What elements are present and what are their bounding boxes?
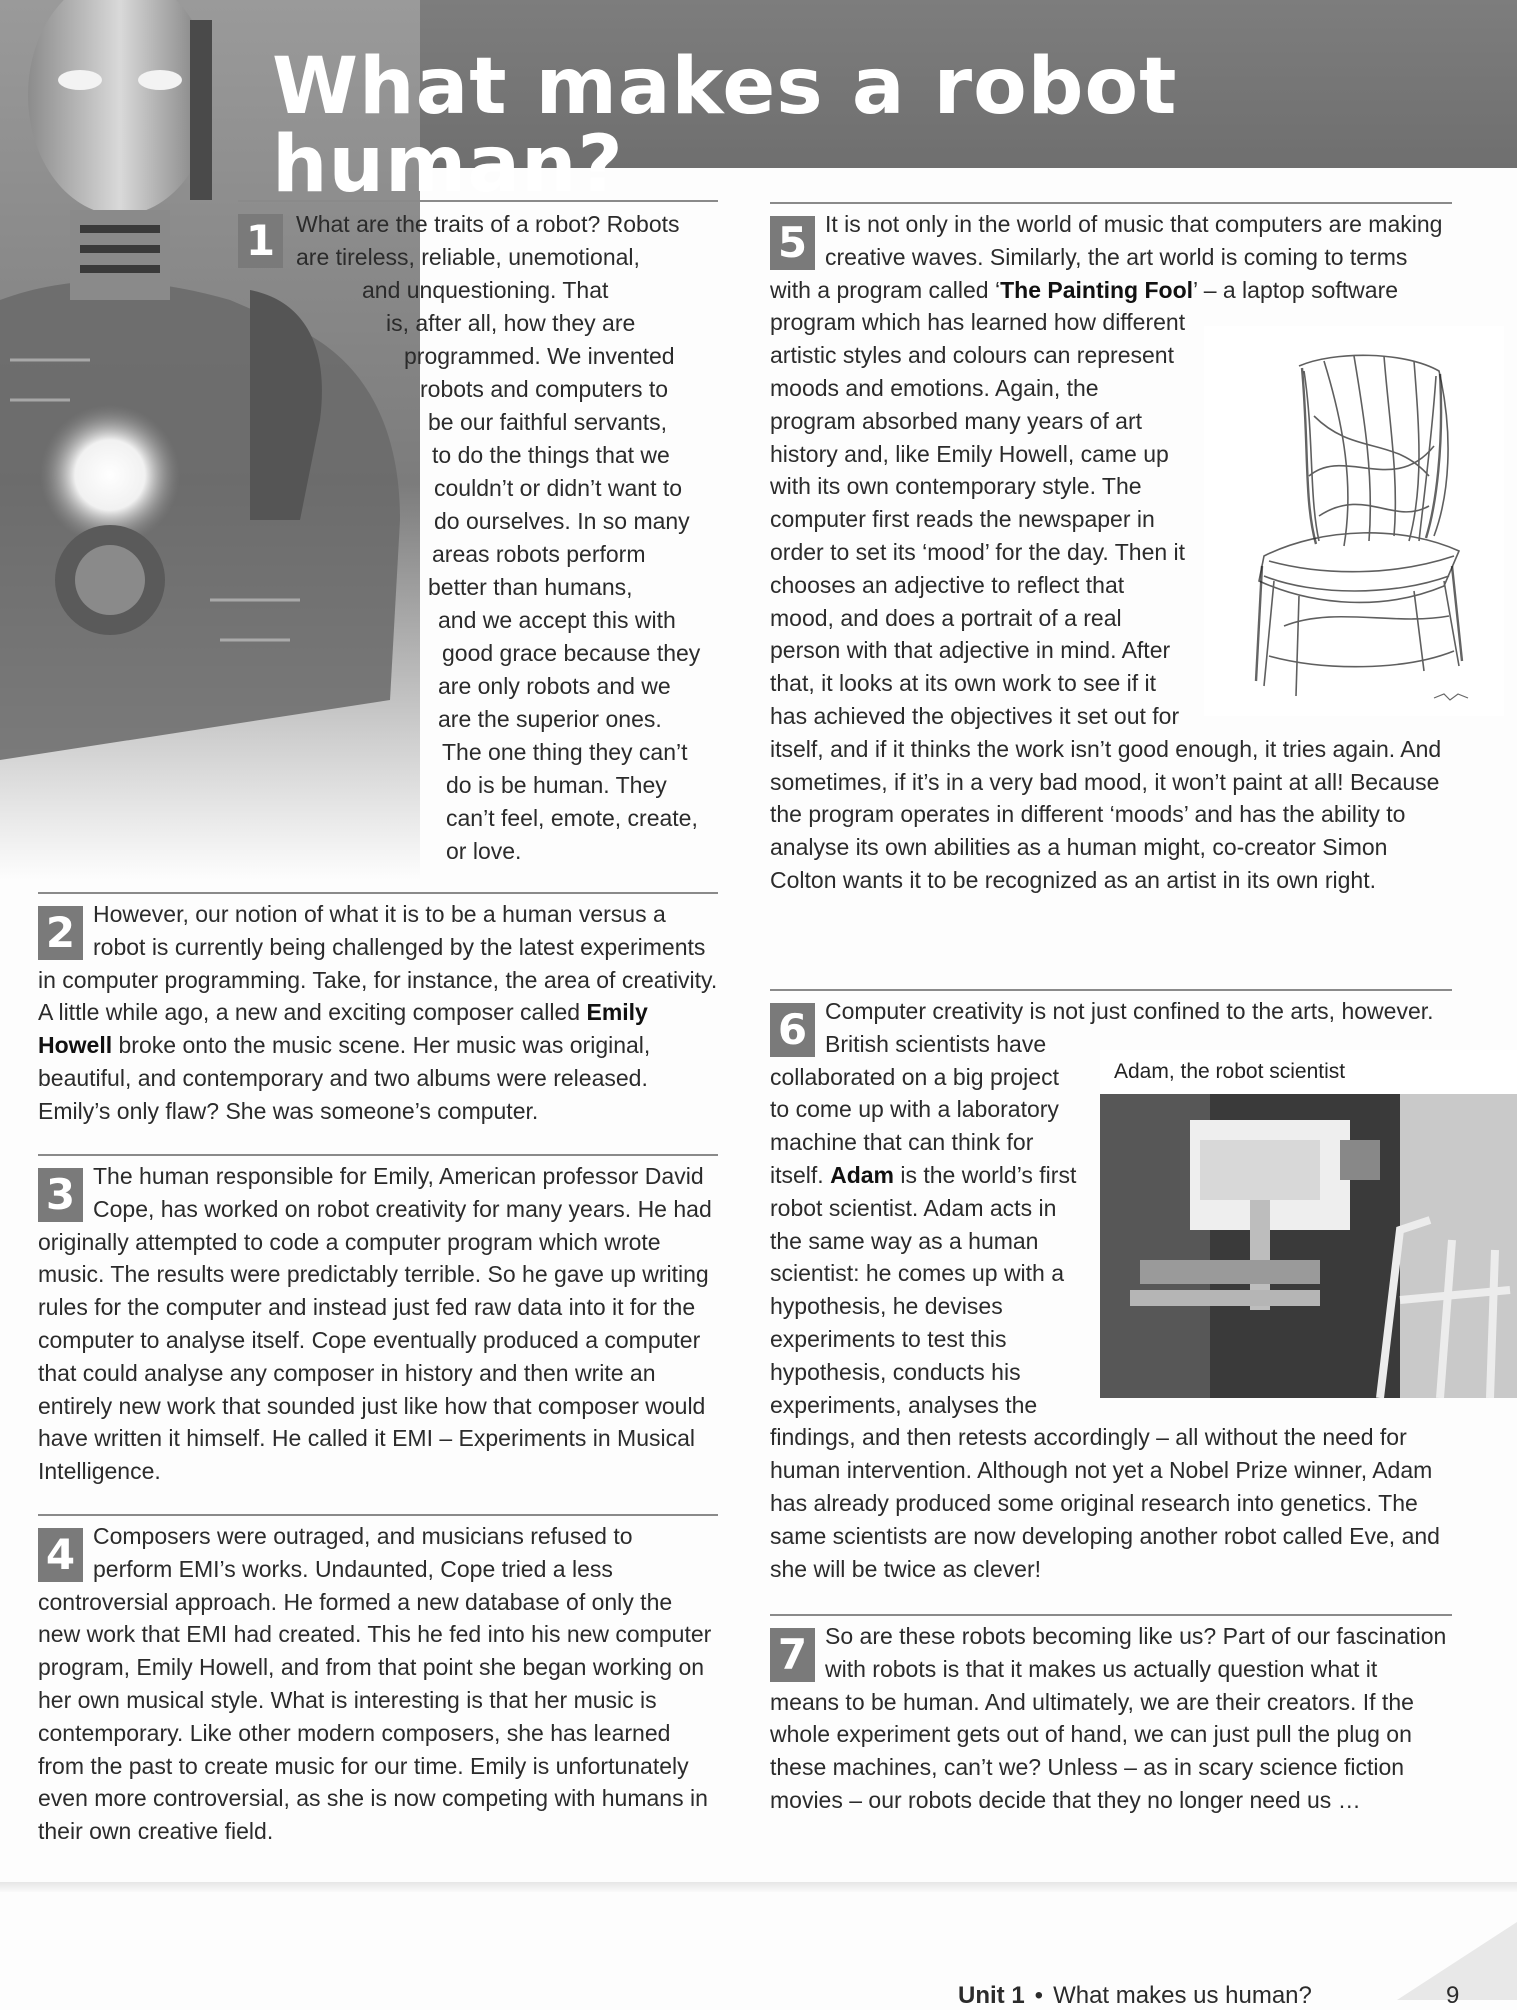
section-2 [38,898,718,1128]
section-1-line: couldn’t or didn’t want to [434,475,683,501]
footer-chapter: What makes us human? [1053,1982,1312,2009]
page-number: 9 [1446,1982,1460,2009]
footer-separator: • [1034,1982,1044,2009]
section-1-line: and unquestioning. That [362,277,609,303]
section-1-line: What are the traits of a robot? Robots [296,211,680,237]
section-6-number: 6 [770,1003,815,1057]
section-1-line: can’t feel, emote, create, [446,805,698,831]
adam-caption: Adam, the robot scientist [1100,1050,1517,1094]
section-4-number: 4 [38,1528,83,1582]
section-1-line: programmed. We invented [404,343,675,369]
section-5-bold: The Painting Fool [1000,276,1194,303]
section-1-line: to do the things that we [432,442,670,468]
section-3-text: The human responsible for Emily, American professor David Cope, has worked on robot creativity for many years. He had originally attempted to code a computer program which wrote music. The results were predictably terrible. So he gave up writing rules for the computer and instead just fed raw data into it for the computer to analyse itself. Cope eventually produced a computer that could analyse any composer in history and then write an entirely new work that sounded just like how that composer would have written it himself. He called it EMI – Experiments in Musical Intelligence. [38,1163,712,1485]
section-1-line: are only robots and we [438,673,671,699]
section-1-line: do is be human. They [446,772,667,798]
page-title: What makes a robot human? [272,42,1178,210]
footer-divider [0,1882,1517,1892]
section-2-number: 2 [38,906,83,960]
section-2-bold: Emily Howell [38,999,648,1059]
section-3-rule [38,1154,718,1156]
section-1-line: be our faithful servants, [428,409,668,435]
adam-robot-image [1100,1050,1517,1398]
section-5-text-b: ’ – a laptop software program which has learned how different artistic styles and colours can represent moods and emotions. Again, the program absorbed many years of art history and, like Emily Howell, came up with its own contemporary style. The computer first reads the newspaper in order to set its ‘mood’ for the day. Then it chooses an adjective to reflect that mood, and does a portrait of a real person with that adjective in mind. After that, it looks at its own work to see if it has achieved the objectives it set out for itself, and if it thinks the work isn’t good enough, it tries again. And sometimes, if it’s in a very bad mood, it won’t paint at all! Because the program operates in different ‘moods’ and has the ability to analyse its own abilities as a human might, co-creator Simon Colton wants it to be recognized as an artist in its own right. [770,276,1442,893]
section-1-line: are the superior ones. [438,706,662,732]
section-4-text: Composers were outraged, and musicians refused to perform EMI’s works. Undaunted, Cope tried a less controversial approach. He formed a new database of only the new work that EMI had created. This he fed into his new computer program, Emily Howell, and from that point she began working on her own musical style. What is interesting is that her music is contemporary. Like other modern composers, she has learned from the past to create music for our time. Emily is unfortunately even more controversial, as she is now competing with humans in their own creative field. [38,1523,712,1845]
section-1-line: are tireless, reliable, unemotional, [296,244,640,270]
section-6-bold: Adam [830,1161,894,1188]
section-3 [38,1160,718,1488]
section-6 [770,995,1452,1585]
section-5-text-a: It is not only in the world of music that computers are making creative waves. Similarly, the art world is coming to terms with a program called ‘ [770,211,1443,303]
section-2-text-b: broke onto the music scene. Her music was original, beautiful, and contemporary and two albums were released. Emily’s only flaw? She was someone’s computer. [38,1032,651,1124]
section-7-text: So are these robots becoming like us? Part of our fascination with robots is that it makes us actually question what it means to be human. And ultimately, we are their creators. If the whole experiment gets out of hand, we can just pull the plug on these machines, can’t we? Unless – as in scary science fiction movies – our robots decide that they no longer need us … [770,1623,1447,1813]
section-1-line: robots and computers to [420,376,669,402]
section-7 [770,1620,1452,1817]
section-1-rule [238,200,718,202]
section-1-line: areas robots perform [432,541,646,567]
section-5-rule [770,202,1452,204]
section-2-rule [38,892,718,894]
section-7-rule [770,1614,1452,1616]
section-2-text-a: However, our notion of what it is to be a human versus a robot is currently being challenged by the latest experiments in computer programming. Take, for instance, the area of creativity. A little while ago, a new and exciting composer called [38,901,718,1026]
section-5-number: 5 [770,216,815,270]
section-1-line: The one thing they can’t [442,739,688,765]
section-7-number: 7 [770,1628,815,1682]
running-footer [958,1982,1312,2010]
section-1-line: better than humans, [428,574,633,600]
section-6-rule [770,989,1452,991]
section-6-text-a: Computer creativity is not just confined to the arts, however. British scientists have collaborated on a big project to come up with a laboratory machine that can think for itself. [770,998,1434,1188]
painting-fool-chair-image [1204,326,1504,716]
section-1-line: do ourselves. In so many [434,508,690,534]
section-3-number: 3 [38,1168,83,1222]
section-1-line: is, after all, how they are [386,310,636,336]
section-1-line: good grace because they [442,640,701,666]
section-4-rule [38,1514,718,1516]
section-4 [38,1520,718,1848]
section-5 [770,208,1452,897]
footer-unit: Unit 1 [958,1982,1025,2009]
section-1-number: 1 [238,214,283,268]
section-1-line: and we accept this with [438,607,676,633]
section-2-text [38,898,718,1128]
section-1-line: or love. [446,838,522,864]
section-6-text-b: is the world’s first robot scientist. Adam acts in the same way as a human scientist: he comes up with a hypothesis, he devises experiments to test this hypothesis, conducts his experiments, analyses the findings, and then retests accordingly – all without the need for human intervention. Although not yet a Nobel Prize winner, Adam has already produced some original research into genetics. The same scientists are now developing another robot called Eve, and she will be twice as clever! [770,1161,1440,1582]
